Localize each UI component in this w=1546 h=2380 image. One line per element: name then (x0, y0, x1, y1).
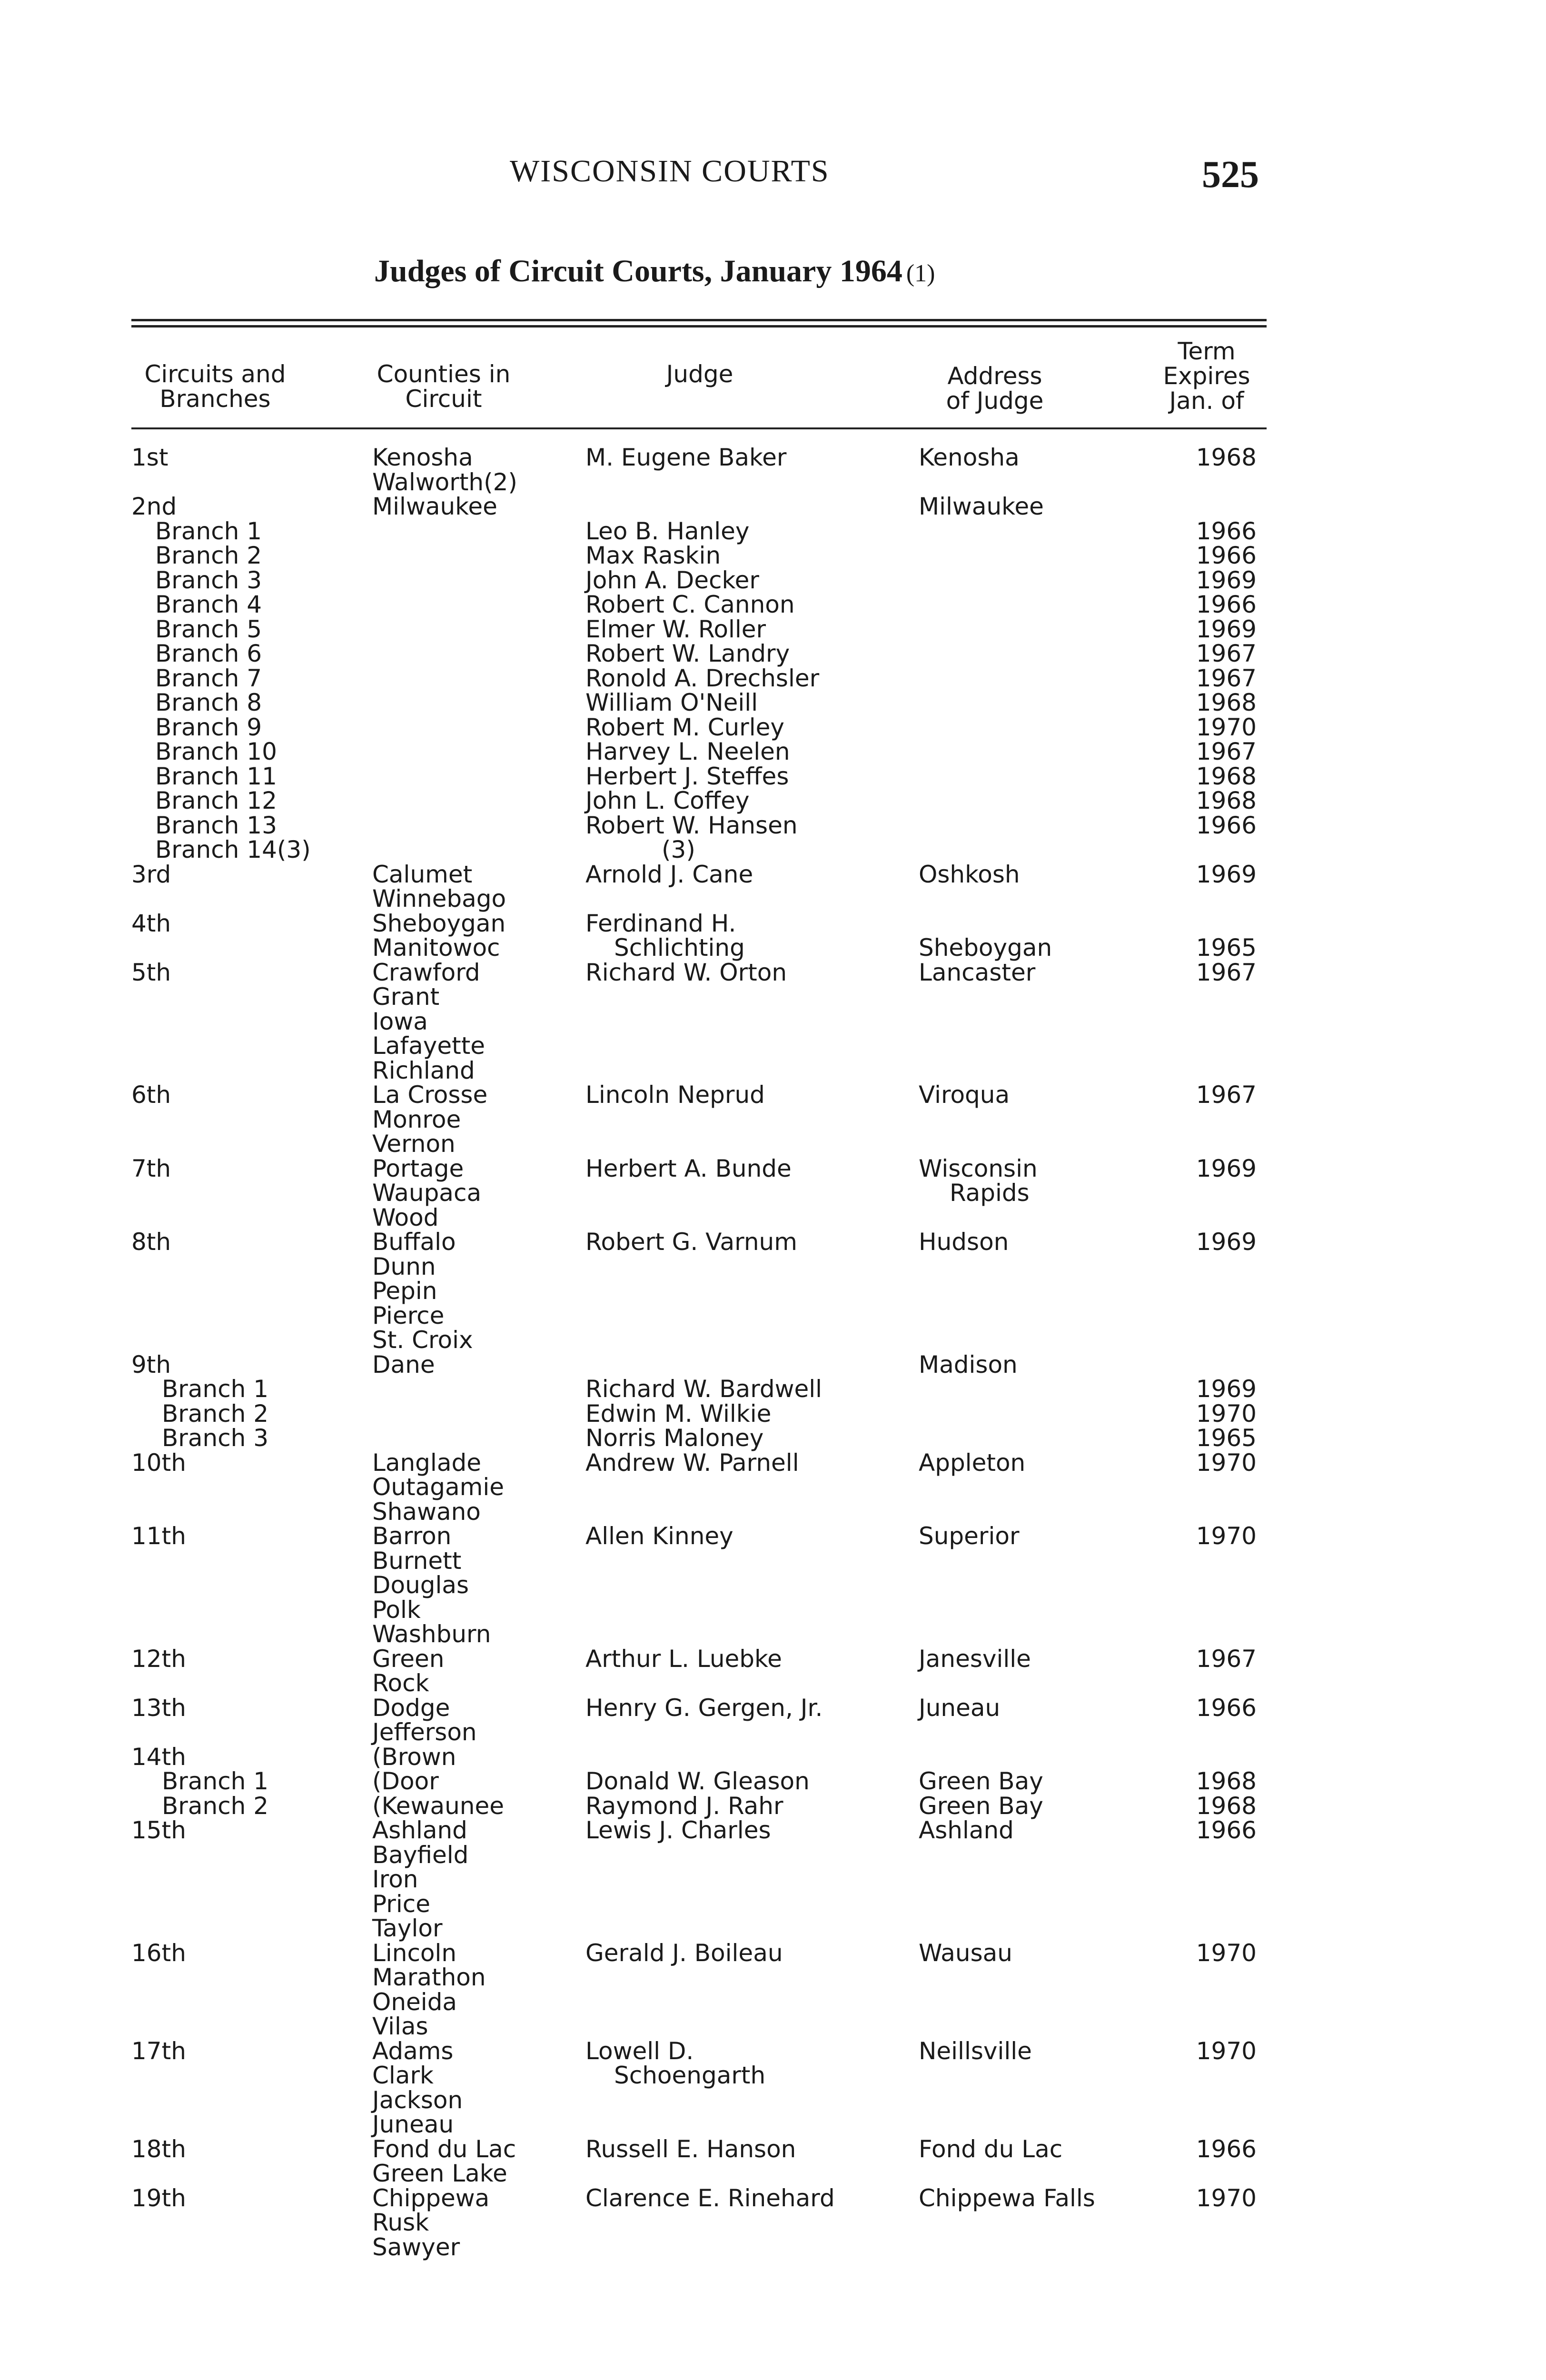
address-cell: Rapids (950, 1179, 1030, 1207)
judge-cell: Robert C. Cannon (585, 591, 795, 618)
county-cell: Buffalo (372, 1228, 456, 1256)
circuit-cell: 14th (131, 1743, 186, 1771)
circuit-cell: 4th (131, 910, 171, 937)
judge-cell: Richard W. Bardwell (585, 1375, 823, 1403)
judge-cell: Robert G. Varnum (585, 1228, 797, 1256)
judge-cell: William O'Neill (585, 689, 758, 716)
running-title: WISCONSIN COURTS (510, 154, 830, 188)
county-cell: Kenosha (372, 444, 473, 471)
term-cell: 1968 (1196, 1792, 1257, 1820)
address-cell: Sheboygan (919, 934, 1052, 962)
term-cell: 1968 (1196, 787, 1257, 814)
address-cell: Milwaukee (919, 493, 1044, 520)
col-header-term-line3: Jan. of (1169, 387, 1244, 415)
table-row (0, 1696, 1546, 1720)
term-cell: 1970 (1196, 2037, 1257, 2065)
table-row (0, 1058, 1546, 1083)
circuit-cell: 13th (131, 1694, 186, 1722)
address-cell: Green Bay (919, 1767, 1043, 1795)
county-cell: Lincoln (372, 1939, 457, 1967)
circuit-cell: 3rd (131, 861, 171, 888)
county-cell: Monroe (372, 1106, 461, 1133)
county-cell: Burnett (372, 1547, 462, 1575)
term-cell: 1969 (1196, 861, 1257, 888)
county-cell: La Crosse (372, 1081, 488, 1109)
county-cell: Grant (372, 983, 440, 1011)
term-cell: 1968 (1196, 444, 1257, 471)
judge-cell: Elmer W. Roller (585, 615, 766, 643)
county-cell: Oneida (372, 1988, 457, 2016)
county-cell: Washburn (372, 1620, 491, 1648)
circuit-cell: 6th (131, 1081, 171, 1109)
county-cell: Polk (372, 1596, 421, 1624)
county-cell: Rusk (372, 2209, 429, 2236)
table-row (0, 666, 1546, 691)
circuit-cell: Branch 3 (162, 1424, 269, 1452)
col-header-address-line2: of Judge (946, 387, 1044, 415)
judge-cell: Lincoln Neprud (585, 1081, 765, 1109)
table-row (0, 1916, 1546, 1941)
term-cell: 1968 (1196, 1767, 1257, 1795)
term-cell: 1970 (1196, 1449, 1257, 1477)
county-cell: Vernon (372, 1130, 456, 1158)
table-row (0, 911, 1546, 936)
table-row (0, 445, 1546, 470)
table-row (0, 960, 1546, 985)
circuit-cell: Branch 2 (155, 542, 262, 569)
judge-cell: Ferdinand H. (585, 910, 736, 937)
judge-cell: Russell E. Hanson (585, 2135, 796, 2163)
col-header-counties-line1: Counties in (377, 360, 511, 388)
circuit-cell: Branch 2 (162, 1400, 269, 1428)
table-row (0, 1990, 1546, 2014)
address-cell: Wisconsin (919, 1155, 1038, 1182)
county-cell: Pepin (372, 1277, 437, 1305)
judge-cell: Clarence E. Rinehard (585, 2184, 835, 2212)
circuit-cell: Branch 14(3) (155, 836, 311, 863)
county-cell: Sheboygan (372, 910, 506, 937)
circuit-cell: 18th (131, 2135, 186, 2163)
circuit-cell: 12th (131, 1645, 186, 1673)
table-row (0, 1524, 1546, 1548)
table-row (0, 617, 1546, 642)
term-cell: 1967 (1196, 738, 1257, 765)
term-cell: 1966 (1196, 2135, 1257, 2163)
table-row (0, 2063, 1546, 2088)
term-cell: 1970 (1196, 1400, 1257, 1428)
circuit-cell: Branch 9 (155, 714, 262, 741)
circuit-cell: 15th (131, 1816, 186, 1844)
table-row (0, 862, 1546, 887)
table-row (0, 1377, 1546, 1401)
table-row (0, 1720, 1546, 1745)
table-row (0, 1867, 1546, 1892)
county-cell: Langlade (372, 1449, 481, 1477)
term-cell: 1965 (1196, 934, 1257, 962)
table-row (0, 1205, 1546, 1230)
address-cell: Appleton (919, 1449, 1026, 1477)
judge-cell: Ronold A. Drechsler (585, 664, 820, 692)
circuit-cell: 16th (131, 1939, 186, 1967)
county-cell: Dodge (372, 1694, 450, 1722)
table-row (0, 837, 1546, 862)
term-cell: 1968 (1196, 763, 1257, 790)
address-cell: Juneau (919, 1694, 1001, 1722)
table-row (0, 1131, 1546, 1156)
circuit-cell: Branch 6 (155, 640, 262, 667)
county-cell: Ashland (372, 1816, 467, 1844)
circuit-cell: Branch 7 (155, 664, 262, 692)
table-row (0, 1401, 1546, 1426)
address-cell: Kenosha (919, 444, 1020, 471)
term-cell: 1967 (1196, 1645, 1257, 1673)
table-row (0, 1818, 1546, 1843)
county-cell: (Door (372, 1767, 439, 1795)
judge-cell: Harvey L. Neelen (585, 738, 790, 765)
judge-cell: Lowell D. (585, 2037, 694, 2065)
table-row (0, 1033, 1546, 1058)
county-cell: Milwaukee (372, 493, 497, 520)
table-row (0, 1450, 1546, 1475)
table-row (0, 788, 1546, 813)
address-cell: Ashland (919, 1816, 1014, 1844)
address-cell: Green Bay (919, 1792, 1043, 1820)
table-row (0, 592, 1546, 617)
county-cell: Jefferson (372, 1718, 477, 1746)
circuit-cell: Branch 5 (155, 615, 262, 643)
address-cell: Oshkosh (919, 861, 1020, 888)
footnote-marker: (1) (906, 260, 935, 287)
judge-cell: Arthur L. Luebke (585, 1645, 782, 1673)
term-cell: 1967 (1196, 959, 1257, 986)
county-cell: Lafayette (372, 1032, 486, 1060)
table-row (0, 2186, 1546, 2211)
table-row (0, 2210, 1546, 2235)
county-cell: Green (372, 1645, 445, 1673)
col-header-counties-line2: Circuit (405, 385, 482, 413)
county-cell: Green Lake (372, 2160, 507, 2187)
address-cell: Fond du Lac (919, 2135, 1063, 2163)
judge-cell: Lewis J. Charles (585, 1816, 771, 1844)
table-row (0, 1426, 1546, 1450)
table-row (0, 1303, 1546, 1328)
term-cell: 1966 (1196, 517, 1257, 545)
circuit-cell: Branch 1 (155, 517, 262, 545)
county-cell: Taylor (372, 1914, 443, 1942)
address-cell: Madison (919, 1351, 1018, 1378)
term-cell: 1966 (1196, 812, 1257, 839)
county-cell: Winnebago (372, 885, 506, 912)
table-row (0, 1156, 1546, 1181)
term-cell: 1965 (1196, 1424, 1257, 1452)
col-header-judge-line1: Judge (666, 360, 733, 388)
table-row (0, 1646, 1546, 1671)
circuit-cell: Branch 12 (155, 787, 277, 814)
circuit-cell: Branch 1 (162, 1375, 269, 1403)
judge-cell: Arnold J. Cane (585, 861, 753, 888)
address-cell: Neillsville (919, 2037, 1032, 2065)
county-cell: Vilas (372, 2013, 428, 2040)
col-header-term-line1: Term (1178, 337, 1236, 365)
county-cell: Waupaca (372, 1179, 482, 1207)
judge-cell: John A. Decker (585, 566, 759, 594)
judge-cell: M. Eugene Baker (585, 444, 787, 471)
table-row (0, 1107, 1546, 1132)
judge-cell: Robert W. Landry (585, 640, 790, 667)
county-cell: Wood (372, 1204, 439, 1231)
address-cell: Lancaster (919, 959, 1036, 986)
judge-cell: Leo B. Hanley (585, 517, 750, 545)
county-cell: Barron (372, 1522, 452, 1550)
circuit-cell: Branch 8 (155, 689, 262, 716)
table-row (0, 1597, 1546, 1622)
table-row (0, 886, 1546, 911)
address-cell: Wausau (919, 1939, 1012, 1967)
judge-cell: Herbert A. Bunde (585, 1155, 792, 1182)
judge-cell: Robert M. Curley (585, 714, 784, 741)
col-header-circuits-line2: Branches (159, 385, 271, 413)
term-cell: 1967 (1196, 640, 1257, 667)
judge-cell: Schlichting (614, 934, 745, 962)
table-row (0, 543, 1546, 568)
address-cell: Janesville (919, 1645, 1031, 1673)
table-row (0, 2161, 1546, 2186)
table-row (0, 519, 1546, 544)
term-cell: 1966 (1196, 1694, 1257, 1722)
term-cell: 1967 (1196, 1081, 1257, 1109)
circuit-cell: Branch 13 (155, 812, 277, 839)
col-header-term-line2: Expires (1163, 362, 1250, 390)
table-row (0, 2088, 1546, 2112)
circuit-cell: 10th (131, 1449, 186, 1477)
circuit-cell: 9th (131, 1351, 171, 1378)
table-row (0, 568, 1546, 593)
term-cell: 1969 (1196, 1228, 1257, 1256)
table-row (0, 813, 1546, 838)
county-cell: Price (372, 1890, 430, 1918)
term-cell: 1970 (1196, 2184, 1257, 2212)
county-cell: Pierce (372, 1302, 445, 1329)
county-cell: Adams (372, 2037, 454, 2065)
table-row (0, 2235, 1546, 2260)
county-cell: Shawano (372, 1498, 481, 1526)
circuit-cell: 19th (131, 2184, 186, 2212)
table-row (0, 1622, 1546, 1646)
table-row (0, 470, 1546, 495)
table-row (0, 2014, 1546, 2039)
county-cell: Walworth(2) (372, 468, 517, 496)
county-cell: (Brown (372, 1743, 456, 1771)
county-cell: Iron (372, 1865, 418, 1893)
table-row (0, 1180, 1546, 1205)
judge-cell: Raymond J. Rahr (585, 1792, 783, 1820)
table-row (0, 1941, 1546, 1965)
table-row (0, 1573, 1546, 1597)
judge-cell: Donald W. Gleason (585, 1767, 810, 1795)
judge-cell: Schoengarth (614, 2062, 766, 2089)
judge-cell: Henry G. Gergen, Jr. (585, 1694, 823, 1722)
judge-cell: Robert W. Hansen (585, 812, 798, 839)
term-cell: 1967 (1196, 664, 1257, 692)
address-cell: Hudson (919, 1228, 1009, 1256)
circuit-cell: 7th (131, 1155, 171, 1182)
term-cell: 1970 (1196, 714, 1257, 741)
circuit-cell: 5th (131, 959, 171, 986)
circuit-cell: Branch 3 (155, 566, 262, 594)
page-title-text: Judges of Circuit Courts, January 1964 (374, 254, 902, 288)
term-cell: 1966 (1196, 1816, 1257, 1844)
county-cell: Iowa (372, 1008, 428, 1035)
table-row (0, 739, 1546, 764)
table-row (0, 1082, 1546, 1107)
judge-cell: Andrew W. Parnell (585, 1449, 799, 1477)
county-cell: Marathon (372, 1964, 486, 1991)
term-cell: 1969 (1196, 1155, 1257, 1182)
county-cell: St. Croix (372, 1326, 473, 1354)
circuit-cell: Branch 1 (162, 1767, 269, 1795)
term-cell: 1970 (1196, 1939, 1257, 1967)
term-cell: 1970 (1196, 1522, 1257, 1550)
circuit-cell: Branch 4 (155, 591, 262, 618)
table-row (0, 1769, 1546, 1794)
judge-cell: (3) (662, 836, 695, 863)
judge-cell: Allen Kinney (585, 1522, 733, 1550)
table-row (0, 1745, 1546, 1769)
county-cell: Juneau (372, 2111, 454, 2138)
page-number: 525 (1202, 154, 1259, 196)
county-cell: Clark (372, 2062, 434, 2089)
judge-cell: Gerald J. Boileau (585, 1939, 783, 1967)
term-cell: 1969 (1196, 615, 1257, 643)
table-row (0, 1009, 1546, 1034)
circuit-cell: 11th (131, 1522, 186, 1550)
table-row (0, 2112, 1546, 2137)
county-cell: Rock (372, 1669, 429, 1697)
judge-cell: Max Raskin (585, 542, 721, 569)
table-row (0, 1548, 1546, 1573)
table-row (0, 1843, 1546, 1867)
county-cell: Dane (372, 1351, 435, 1378)
circuit-cell: Branch 10 (155, 738, 277, 765)
table-row (0, 690, 1546, 715)
term-cell: 1968 (1196, 689, 1257, 716)
address-cell: Chippewa Falls (919, 2184, 1095, 2212)
term-cell: 1969 (1196, 566, 1257, 594)
table-row (0, 1965, 1546, 1990)
county-cell: Outagamie (372, 1473, 505, 1501)
county-cell: Crawford (372, 959, 480, 986)
table-row (0, 1352, 1546, 1377)
county-cell: Calumet (372, 861, 473, 888)
table-row (0, 494, 1546, 519)
circuit-cell: 2nd (131, 493, 177, 520)
county-cell: Fond du Lac (372, 2135, 516, 2163)
county-cell: Manitowoc (372, 934, 500, 962)
table-row (0, 2039, 1546, 2063)
county-cell: Richland (372, 1057, 475, 1084)
county-cell: (Kewaunee (372, 1792, 505, 1820)
table-row (0, 1892, 1546, 1916)
address-cell: Viroqua (919, 1081, 1010, 1109)
table-row (0, 1671, 1546, 1696)
county-cell: Jackson (372, 2086, 463, 2114)
county-cell: Chippewa (372, 2184, 490, 2212)
judge-cell: John L. Coffey (585, 787, 750, 814)
county-cell: Douglas (372, 1571, 469, 1599)
circuit-cell: Branch 2 (162, 1792, 269, 1820)
table-row (0, 1794, 1546, 1818)
table-row (0, 1328, 1546, 1352)
county-cell: Portage (372, 1155, 464, 1182)
table-row (0, 1230, 1546, 1254)
table-row (0, 1254, 1546, 1279)
term-cell: 1966 (1196, 591, 1257, 618)
table-row (0, 1499, 1546, 1524)
col-header-address-line1: Address (947, 362, 1042, 390)
circuit-cell: Branch 11 (155, 763, 277, 790)
table-row (0, 715, 1546, 740)
table-row (0, 984, 1546, 1009)
circuit-cell: 8th (131, 1228, 171, 1256)
county-cell: Dunn (372, 1253, 436, 1280)
table-row (0, 764, 1546, 789)
term-cell: 1966 (1196, 542, 1257, 569)
judge-cell: Richard W. Orton (585, 959, 787, 986)
table-row (0, 641, 1546, 666)
term-cell: 1969 (1196, 1375, 1257, 1403)
table-row (0, 1475, 1546, 1499)
table-row (0, 935, 1546, 960)
county-cell: Bayfield (372, 1841, 469, 1869)
judge-cell: Norris Maloney (585, 1424, 764, 1452)
judge-cell: Edwin M. Wilkie (585, 1400, 772, 1428)
circuit-cell: 17th (131, 2037, 186, 2065)
table-row (0, 1279, 1546, 1303)
circuit-cell: 1st (131, 444, 168, 471)
col-header-circuits-line1: Circuits and (144, 360, 286, 388)
address-cell: Superior (919, 1522, 1020, 1550)
table-row (0, 2137, 1546, 2162)
judge-cell: Herbert J. Steffes (585, 763, 789, 790)
county-cell: Sawyer (372, 2233, 460, 2261)
